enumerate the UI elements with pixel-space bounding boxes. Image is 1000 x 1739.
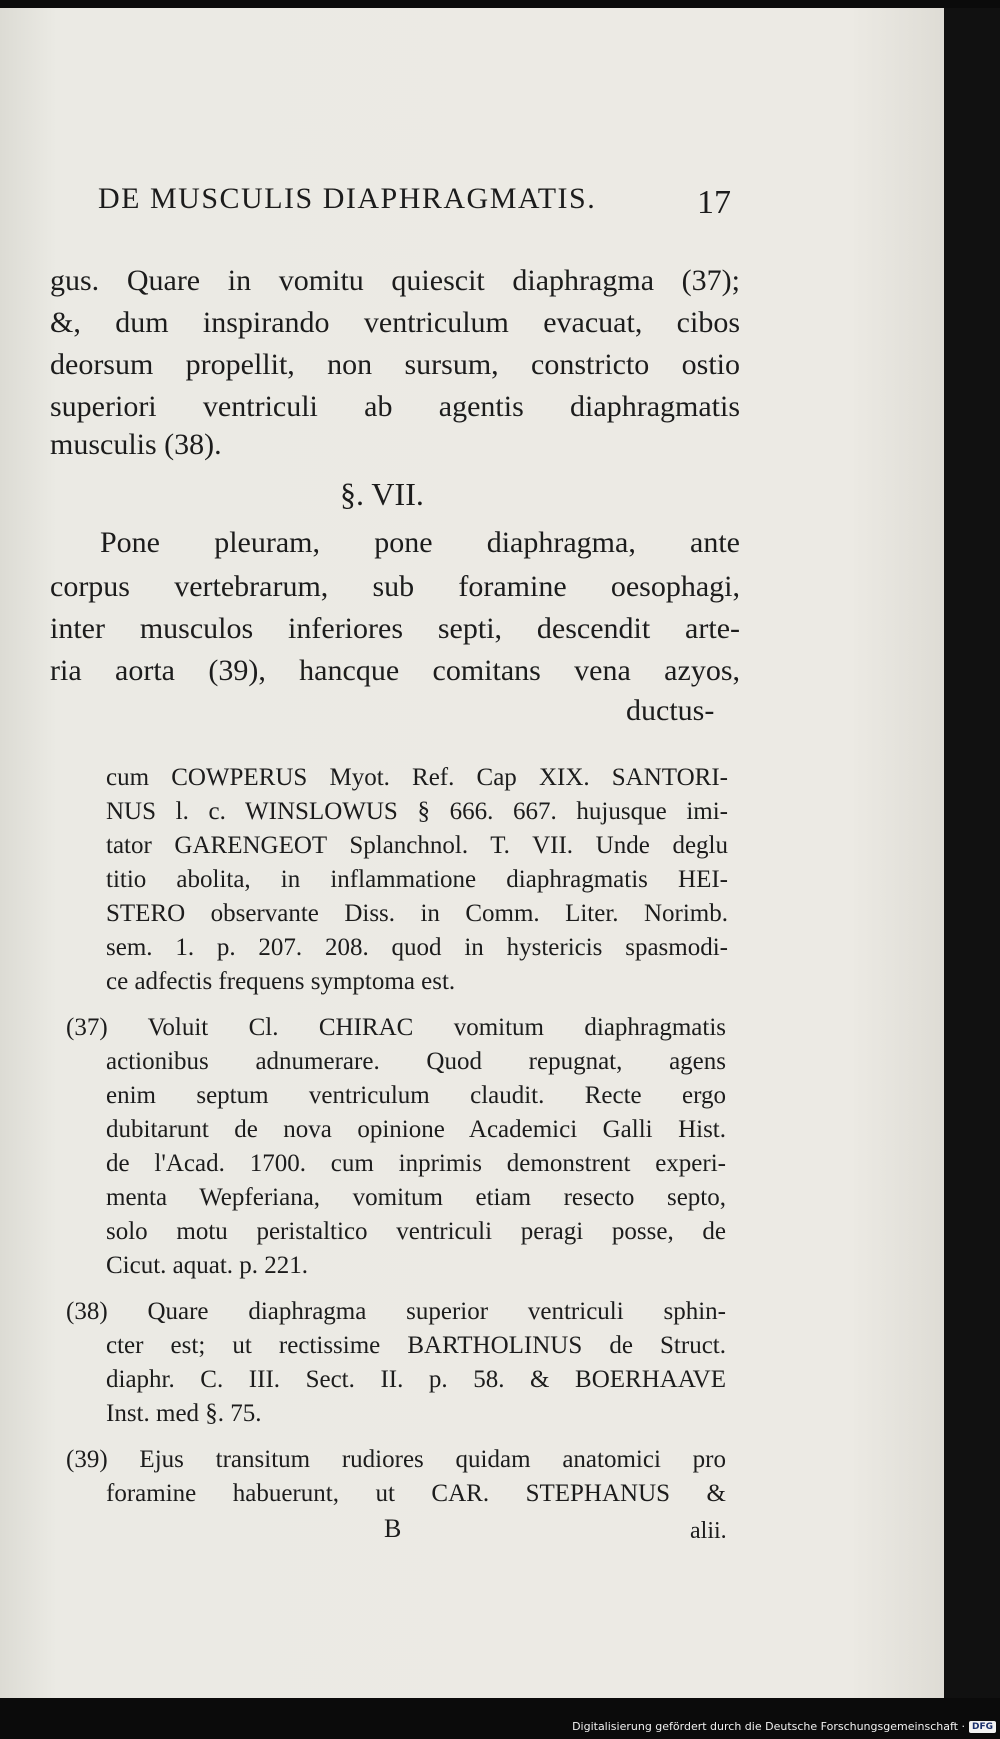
footnote-line: sem. 1. p. 207. 208. quod in hystericis spasmodi- bbox=[106, 934, 728, 961]
page-number: 17 bbox=[697, 184, 731, 221]
body-line: superiori ventriculi ab agentis diaphragmatis bbox=[50, 390, 740, 423]
footnote-line: NUS l. c. WINSLOWUS § 666. 667. hujusque imi- bbox=[106, 798, 728, 825]
body-line: &, dum inspirando ventriculum evacuat, cibos bbox=[50, 306, 740, 339]
footnote-37-line: enim septum ventriculum claudit. Recte ergo bbox=[106, 1082, 726, 1109]
scan-border bbox=[944, 8, 1000, 1698]
footnote-38-line: diaphr. C. III. Sect. II. p. 58. & BOERHAAVE bbox=[106, 1366, 726, 1393]
catchword: ductus- bbox=[626, 694, 715, 727]
footnote-37-line: (37) Voluit Cl. CHIRAC vomitum diaphragmatis bbox=[66, 1014, 726, 1041]
footnote-37-line: menta Wepferiana, vomitum etiam resecto septo, bbox=[106, 1184, 726, 1211]
footnote-39-line: (39) Ejus transitum rudiores quidam anatomici pro bbox=[66, 1446, 726, 1473]
digitization-credit bbox=[572, 1720, 996, 1733]
footnote-line: STERO observante Diss. in Comm. Liter. Norimb. bbox=[106, 900, 728, 927]
credit-text: Digitalisierung gefördert durch die Deutsche Forschungsgemeinschaft · bbox=[572, 1720, 965, 1733]
footnote-37-line: solo motu peristaltico ventriculi peragi posse, de bbox=[106, 1218, 726, 1245]
body-line: musculis (38). bbox=[50, 428, 222, 461]
footnote-line: ce adfectis frequens symptoma est. bbox=[106, 968, 456, 995]
book-page bbox=[0, 8, 944, 1698]
signature-mark: B bbox=[384, 1514, 402, 1543]
footnote-38-line: cter est; ut rectissime BARTHOLINUS de Struct. bbox=[106, 1332, 726, 1359]
bottom-catchword: alii. bbox=[690, 1518, 727, 1544]
footnote-37-line: actionibus adnumerare. Quod repugnat, agens bbox=[106, 1048, 726, 1075]
dfg-logo-icon: DFG bbox=[969, 1721, 996, 1733]
running-title: DE MUSCULIS DIAPHRAGMATIS. bbox=[98, 182, 597, 215]
footnote-line: cum COWPERUS Myot. Ref. Cap XIX. SANTORI- bbox=[106, 764, 728, 791]
body-line: gus. Quare in vomitu quiescit diaphragma (37); bbox=[50, 264, 740, 297]
body-line: deorsum propellit, non sursum, constricto ostio bbox=[50, 348, 740, 381]
body-line: ria aorta (39), hancque comitans vena azyos, bbox=[50, 654, 740, 687]
body-line: inter musculos inferiores septi, descendit arte- bbox=[50, 612, 740, 645]
footnote-38-line: Inst. med §. 75. bbox=[106, 1400, 262, 1427]
section-title: §. VII. bbox=[340, 476, 424, 512]
footnote-38-line: (38) Quare diaphragma superior ventriculi sphin- bbox=[66, 1298, 726, 1325]
footnote-39-line: foramine habuerunt, ut CAR. STEPHANUS & bbox=[106, 1480, 726, 1507]
footnote-37-line: Cicut. aquat. p. 221. bbox=[106, 1252, 309, 1279]
body-line: corpus vertebrarum, sub foramine oesophagi, bbox=[50, 570, 740, 603]
body-line: Pone pleuram, pone diaphragma, ante bbox=[100, 526, 740, 559]
footnote-37-line: de l'Acad. 1700. cum inprimis demonstrent experi- bbox=[106, 1150, 726, 1177]
footnote-line: tator GARENGEOT Splanchnol. T. VII. Unde deglu bbox=[106, 832, 728, 859]
footnote-37-line: dubitarunt de nova opinione Academici Galli Hist. bbox=[106, 1116, 726, 1143]
footnote-line: titio abolita, in inflammatione diaphragmatis HEI- bbox=[106, 866, 728, 893]
